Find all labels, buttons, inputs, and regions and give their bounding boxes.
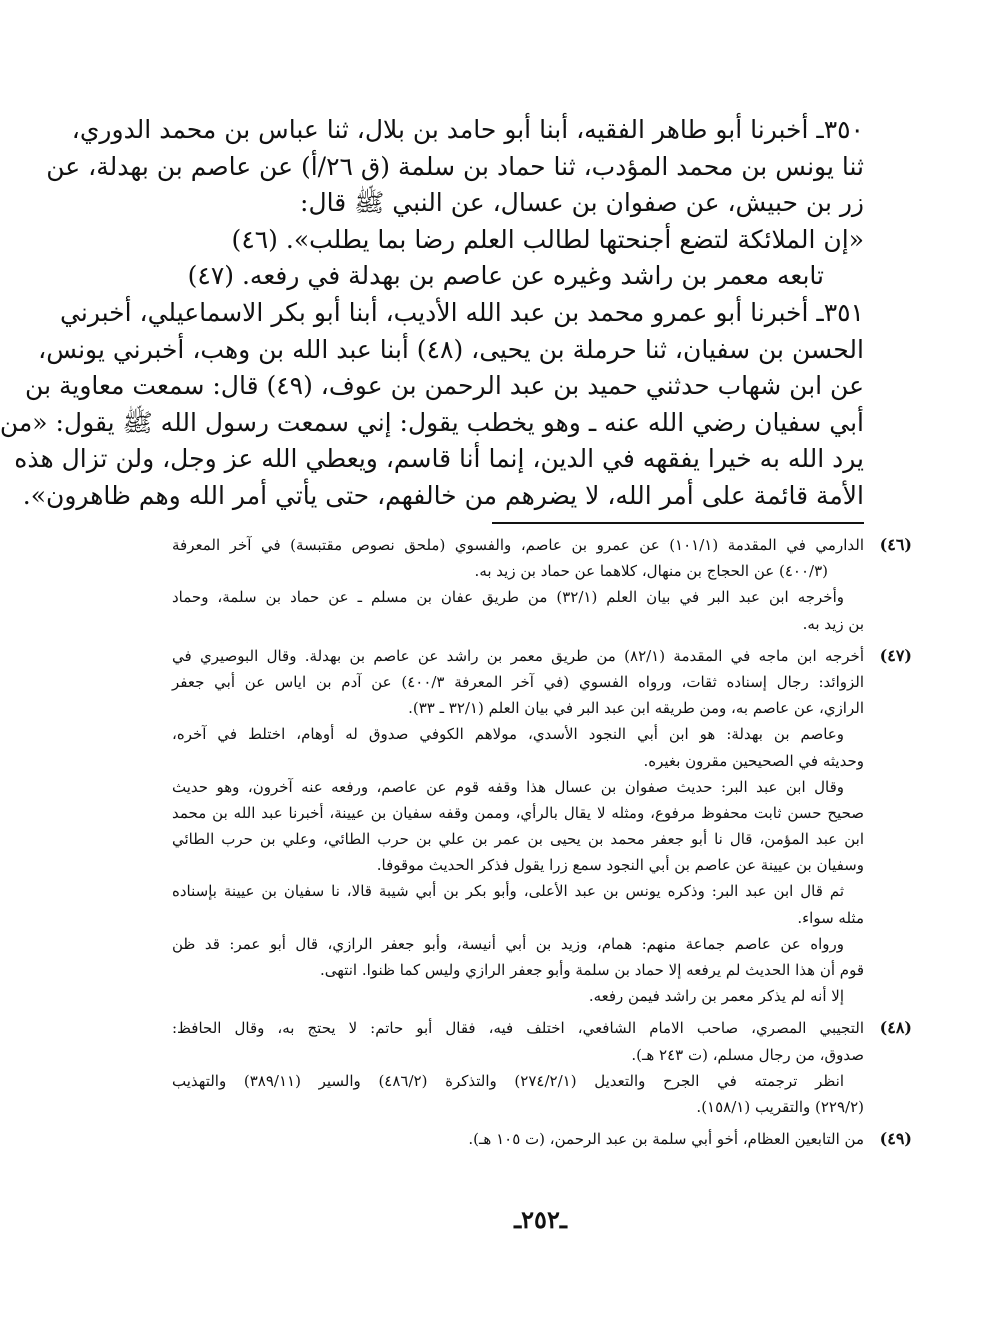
footnote-line: وقال ابن عبد البر: حديث صفوان بن عسال هذا وقفه قوم عن عاصم، ورفعه عنه آخرون، وهو حديث — [172, 777, 844, 796]
footnote-line: صدوق، من رجال مسلم، (ت ٢٤٣ هـ). — [631, 1045, 864, 1064]
main-text — [0, 112, 864, 515]
main-text-line: عن ابن شهاب حدثني حميد بن عبد الرحمن بن عوف، (٤٩) قال: سمعت معاوية بن — [25, 371, 864, 401]
footnote-number: (٤٧) — [879, 645, 912, 665]
footnote-line: انظر ترجمته في الجرح والتعديل (٢٧٤/٢/١) والتذكرة (٤٨٦/٢) والسير (٣٨٩/١١) والتهذيب — [172, 1071, 844, 1090]
footnote-line: صحيح حسن ثابت محفوظ مرفوع، ومثله لا يقال بالرأي، وممن وقفه سفيان بن عيينة، أخبرنا عبد الله بن محمد — [172, 803, 864, 822]
page-number: ـ٢٥٢ـ — [514, 1205, 567, 1234]
footnote-line: وحديثه في الصحيحين مقرون بغيره. — [643, 751, 864, 770]
footnote-line: الدارمي في المقدمة (١٠١/١) عن عمرو بن عاصم، والفسوي (ملحق نصوص مقتبسة) في آخر المعرفة — [172, 536, 864, 554]
footnote-line: الرازي، عن عاصم به، ومن طريقه ابن عبد البر في بيان العلم (٣٢/١ ـ ٣٣). — [408, 699, 864, 718]
main-text-line: ٣٥٠ـ أخبرنا أبو طاهر الفقيه، أبنا أبو حامد بن بلال، ثنا عباس بن محمد الدوري، — [71, 115, 864, 144]
footnote-number: (٤٦) — [879, 535, 912, 554]
footnote-line: (٢٢٩/٢) والتقريب (١٥٨/١). — [696, 1097, 864, 1116]
footnote-line: أخرجه ابن ماجه في المقدمة (٨٢/١) من طريق معمر بن راشد عن عاصم بن بهدلة. وقال البوصيري في — [172, 646, 864, 665]
footnote-line: الزوائد: رجال إسناده ثقات، ورواه الفسوي (في آخر المعرفة ٤٠٠/٣) عن آدم بن اياس عن أبي جعفر — [172, 672, 864, 691]
footnote-line: (٤٠٠/٣) عن الحجاج بن منهال، كلاهما عن حماد بن زيد به. — [474, 562, 828, 581]
footnote-line: قوم أن هذا الحديث لم يرفعه إلا حماد بن سلمة وأبو جعفر الرازي وليس كما ظنوا. انتهى. — [320, 961, 864, 979]
footnote-line: ثم قال ابن عبد البر: وذكره يونس بن عبد الأعلى، وأبو بكر بن أبي شيبة قالا، نا سفيان بن عيينة بإسناده — [172, 882, 844, 901]
footnote-line: وعاصم بن بهدلة: هو ابن أبي النجود الأسدي، مولاهم الكوفي صدوق له أوهام، اختلط في آخره، — [172, 725, 844, 744]
main-text-line: ثنا يونس بن محمد المؤدب، ثنا حماد بن سلمة (ق ٢٦/أ) عن عاصم بن بهدلة، عن — [46, 151, 864, 181]
footnote-line: وسفيان بن عيينة عن عاصم بن أبي النجود سمع زرا يقول فذكر الحديث موقوفا. — [376, 856, 864, 875]
footnote-line: إلا أنه لم يذكر معمر بن راشد فيمن رفعه. — [588, 987, 844, 1006]
footnote-line: وأخرجه ابن عبد البر في بيان العلم (٣٢/١) من طريق عفان بن مسلم ـ عن حماد بن سلمة، وحماد — [172, 588, 844, 607]
footnote-line: مثله سواء. — [797, 908, 864, 927]
footnote-line: التجيبي المصري، صاحب الامام الشافعي، اختلف فيه، فقال أبو حاتم: لا يحتج به، وقال الحافظ: — [172, 1019, 864, 1038]
main-text-line: ٣٥١ـ أخبرنا أبو عمرو محمد بن عبد الله الأديب، أبنا أبو بكر الاسماعيلي، أخبرني — [60, 297, 864, 327]
main-text-line: الحسن بن سفيان، ثنا حرملة بن يحيى، (٤٨) أبنا عبد الله بن وهب، أخبرني يونس، — [38, 334, 864, 364]
main-text-line: يرد الله به خيرا يفقهه في الدين، إنما أنا قاسم، ويعطي الله عز وجل، ولن تزال هذه — [14, 444, 864, 474]
footnote-48 — [172, 1015, 912, 1120]
main-text-line: «إن الملائكة لتضع أجنحتها لطالب العلم رضا بما يطلب». (٤٦) — [231, 224, 864, 254]
main-text-line: الأمة قائمة على أمر الله، لا يضرهم من خالفهم، حتى يأتي أمر الله وهم ظاهرون». — [22, 480, 864, 510]
footnote-49 — [172, 1126, 912, 1152]
footnote-divider — [492, 522, 864, 524]
footnotes — [172, 532, 912, 1158]
footnote-line: ورواه عن عاصم جماعة منهم: همام، وزيد بن أبي أنيسة، وأبو جعفر الرازي، قال أبو عمر: قد ظن — [172, 934, 844, 953]
footnote-number: (٤٩) — [879, 1129, 912, 1149]
footnote-line: من التابعين العظام، أخو أبي سلمة بن عبد الرحمن، (ت ١٠٥ هـ). — [468, 1130, 864, 1149]
footnote-line: بن زيد به. — [802, 614, 864, 633]
footnote-line: ابن عبد المؤمن، قال نا أبو جعفر محمد بن يحيى بن عمر بن علي بن حرب الطائي، وعلي بن حرب الطائي — [172, 830, 864, 849]
footnote-47 — [172, 643, 912, 1010]
main-text-line: أبي سفيان رضي الله عنه ـ وهو يخطب يقول: إني سمعت رسول الله ﷺ يقول: «من — [0, 407, 864, 437]
footnote-46 — [172, 532, 912, 637]
footnote-number: (٤٨) — [879, 1018, 912, 1038]
main-text-line: زر بن حبيش، عن صفوان بن عسال، عن النبي ﷺ قال: — [300, 188, 864, 218]
main-text-line: تابعه معمر بن راشد وغيره عن عاصم بن بهدلة في رفعه. (٤٧) — [187, 261, 824, 291]
